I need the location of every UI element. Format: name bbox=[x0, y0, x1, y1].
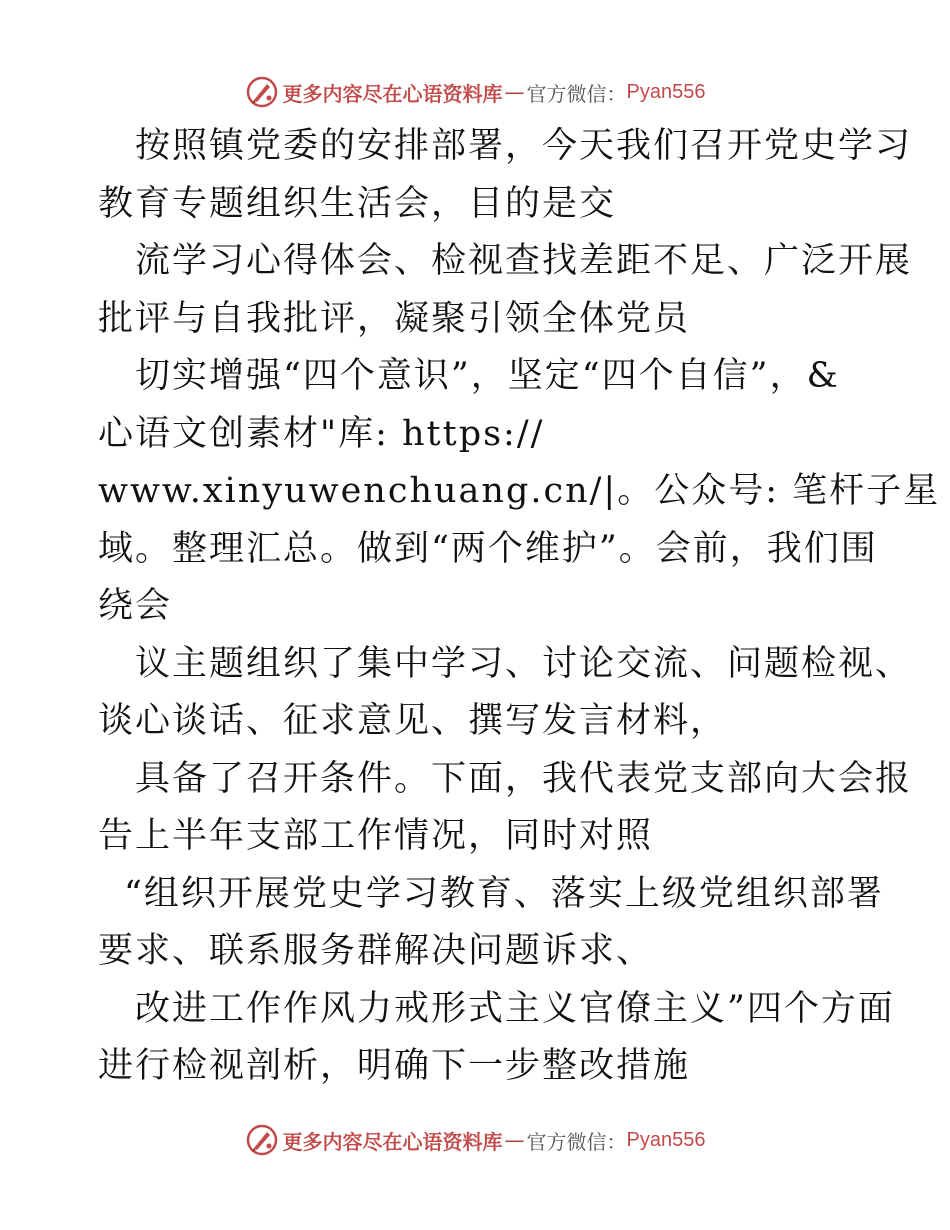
document-line: 议主题组织了集中学习、讨论交流、问题检视、 bbox=[135, 643, 913, 684]
banner-separator: — bbox=[504, 80, 525, 104]
banner-main-text: 更多内容尽在心语资料库 bbox=[282, 1129, 503, 1154]
document-line: 具备了召开条件。下面，我代表党支部向大会报 bbox=[135, 758, 913, 799]
document-line-url: www.xinyuwenchuang.cn/|。公众号: 笔杆子星 bbox=[98, 471, 941, 511]
document-line: 心语文创素材"库: https:// bbox=[98, 413, 545, 454]
document-line: 告上半年支部工作情况，同时对照 bbox=[98, 816, 654, 856]
banner-wechat-id: Pyan556 bbox=[626, 80, 706, 103]
header-banner bbox=[0, 72, 950, 112]
banner-separator: — bbox=[504, 1128, 525, 1152]
document-line: 切实增强“四个意识”，坚定“四个自信”，& bbox=[135, 356, 840, 396]
document-body bbox=[98, 118, 941, 1096]
banner-wechat-label: 官方微信： bbox=[526, 1129, 627, 1154]
document-line: 谈心谈话、征求意见、撰写发言材料， bbox=[98, 701, 728, 741]
document-line: 教育专题组织生活会，目的是交 bbox=[98, 183, 617, 224]
document-line: 改进工作作风力戒形式主义官僚主义”四个方面 bbox=[135, 988, 895, 1029]
quill-pen-logo-icon bbox=[245, 75, 279, 109]
document-line: “组织开展党史学习教育、落实上级党组织部署 bbox=[124, 873, 884, 914]
banner-wechat-label: 官方微信： bbox=[526, 81, 627, 106]
document-line: 批评与自我批评，凝聚引领全体党员 bbox=[98, 298, 691, 339]
quill-pen-logo-icon bbox=[245, 1123, 279, 1157]
document-line: 按照镇党委的安排部署，今天我们召开党史学习 bbox=[135, 126, 913, 166]
document-line: 流学习心得体会、检视查找差距不足、广泛开展 bbox=[135, 241, 913, 281]
document-line: 要求、联系服务群解决问题诉求、 bbox=[98, 931, 654, 971]
document-line: 绕会 bbox=[98, 586, 173, 626]
footer-banner bbox=[0, 1120, 950, 1160]
banner-wechat-id: Pyan556 bbox=[626, 1128, 706, 1151]
document-line: 域。整理汇总。做到“两个维护”。会前，我们围 bbox=[98, 528, 878, 569]
document-line: 进行检视剖析，明确下一步整改措施 bbox=[98, 1046, 691, 1086]
banner-main-text: 更多内容尽在心语资料库 bbox=[282, 81, 503, 106]
